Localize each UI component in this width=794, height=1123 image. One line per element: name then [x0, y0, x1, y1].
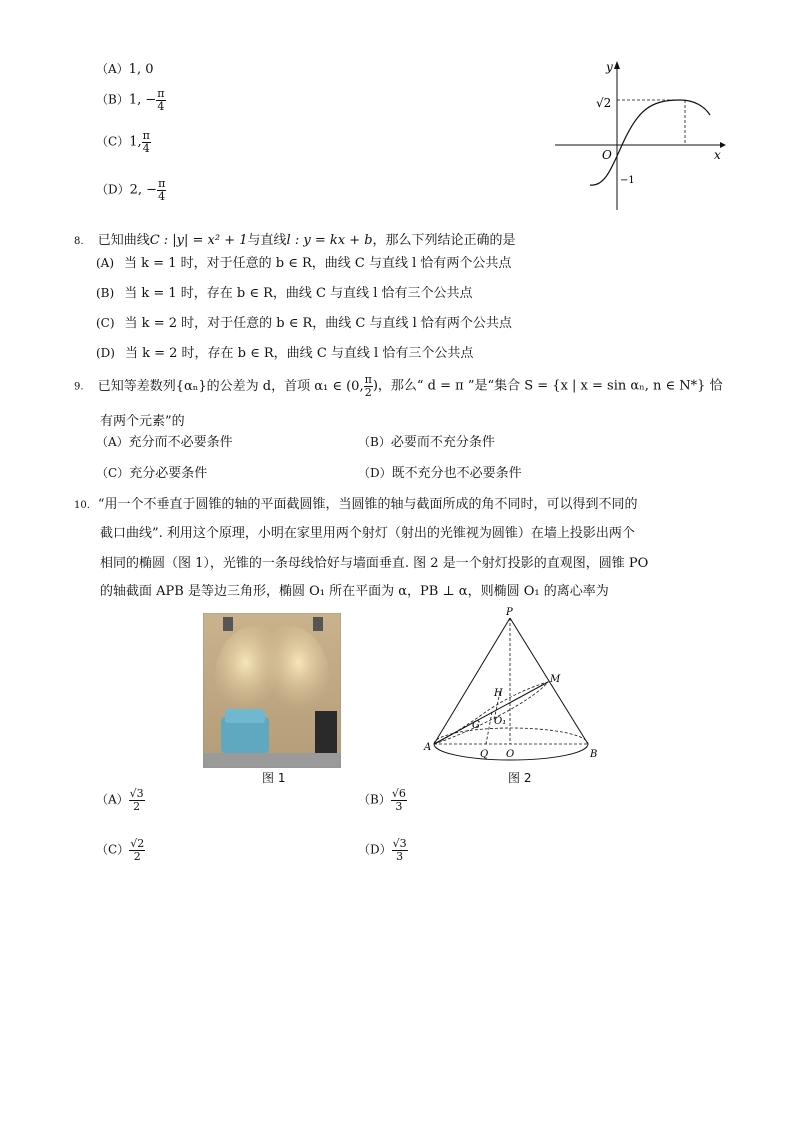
- fraction: $\frac{\pi}{4}$: [157, 87, 165, 113]
- line-GQ: [486, 712, 492, 744]
- option-label: （B）: [96, 92, 129, 107]
- sine-curve: [590, 100, 710, 185]
- fraction: $\frac{√6}{3}$: [391, 787, 406, 813]
- q9-stem-line1: 9. 已知等差数列{αₙ}的公差为 d，首项 α₁ ∈ (0, $\frac{\pi}{2}$ )，那么“ d = π ”是“集合 S = {x | x = sin αₙ, n ∈ N*} 恰: [74, 373, 723, 399]
- neg1-label: −1: [620, 175, 635, 186]
- q7-option-a[interactable]: [96, 60, 153, 77]
- fraction: $\frac{\pi}{2}$: [364, 373, 372, 399]
- q10-stem-line2: 截口曲线”. 利用这个原理，小明在家里用两个射灯（射出的光锥视为圆锥）在墙上投影出两个: [100, 526, 635, 541]
- q8-option-a[interactable]: (A) 当 k = 1 时，对于任意的 b ∈ R，曲线 C 与直线 l 恰有两个公共点: [96, 256, 512, 271]
- q9-option-a[interactable]: （A）充分而不必要条件: [96, 435, 233, 450]
- figure2-cone: [420, 604, 605, 768]
- q10-option-b[interactable]: （B） $\frac{√6}{3}$: [358, 787, 406, 813]
- sqrt2-label: √2: [596, 96, 612, 110]
- question-number: 8.: [74, 236, 84, 247]
- label-G: G: [472, 720, 480, 731]
- y-label: y: [606, 60, 613, 74]
- figure1-caption: 图 1: [262, 771, 286, 785]
- x-label: x: [714, 148, 721, 162]
- option-label: （D）: [96, 182, 130, 197]
- option-text: 2, −: [129, 182, 158, 198]
- figure2-caption: 图 2: [508, 771, 532, 785]
- label-H: H: [494, 688, 503, 699]
- q10-stem-line3: 相同的椭圆（图 1），光锥的一条母线恰好与墙面垂直. 图 2 是一个射灯投影的直观图，圆锥 PO: [100, 556, 649, 571]
- q9-stem-line2: 有两个元素”的: [100, 414, 185, 429]
- x-arrow: [720, 142, 726, 148]
- option-text: 1,: [129, 134, 142, 150]
- q10-stem-line4: 的轴截面 APB 是等边三角形，椭圆 O₁ 所在平面为 α，PB ⊥ α，则椭圆 O₁ 的离心率为: [100, 584, 609, 599]
- base-back: [434, 728, 588, 744]
- label-A: A: [424, 742, 432, 753]
- q7-option-c[interactable]: [96, 130, 151, 154]
- q9-option-b[interactable]: （B）必要而不充分条件: [358, 435, 495, 450]
- fraction: $\frac{√3}{2}$: [129, 787, 144, 813]
- label-P: P: [506, 607, 513, 618]
- fraction: $\frac{\pi}{4}$: [158, 177, 166, 203]
- label-B: B: [590, 749, 598, 760]
- q7-option-b[interactable]: [96, 88, 166, 112]
- q7-option-d[interactable]: [96, 178, 166, 202]
- question-number: 9.: [74, 381, 84, 393]
- label-M: M: [550, 674, 561, 685]
- option-label: （A）: [96, 62, 129, 76]
- q10-option-d[interactable]: （D） $\frac{√3}{3}$: [358, 837, 407, 863]
- q9-option-c[interactable]: （C）充分必要条件: [96, 466, 208, 481]
- y-arrow: [614, 61, 620, 69]
- label-O: O: [506, 749, 515, 760]
- floor: [203, 753, 341, 768]
- generatrix-PB: [510, 618, 588, 744]
- option-label: （C）: [96, 134, 130, 149]
- label-O1: O₁: [494, 716, 507, 727]
- option-text: 1, −: [128, 92, 157, 108]
- option-text: 1, 0: [128, 62, 154, 77]
- q10-option-c[interactable]: （C） $\frac{√2}{2}$: [96, 837, 145, 863]
- q8-option-d[interactable]: (D) 当 k = 2 时，存在 b ∈ R，曲线 C 与直线 l 恰有三个公共点: [96, 346, 474, 361]
- q7-sine-graph: [550, 55, 730, 215]
- q10-stem-line1: 10. “用一个不垂直于圆锥的轴的平面截圆锥，当圆锥的轴与截面所成的角不同时，可以得到不同的: [74, 497, 638, 512]
- q9-option-d[interactable]: （D）既不充分也不必要条件: [358, 466, 522, 481]
- spotlight-left: [223, 617, 233, 631]
- origin-label: O: [602, 148, 612, 162]
- fraction: $\frac{\pi}{4}$: [142, 129, 150, 155]
- q8-stem: 8. 已知曲线C : |y| = x² + 1与直线l : y = kx + b，那么下列结论正确的是: [74, 233, 516, 248]
- side-cabinet: [315, 711, 337, 753]
- q10-option-a[interactable]: （A） $\frac{√3}{2}$: [96, 787, 144, 813]
- fraction: $\frac{√2}{2}$: [130, 837, 145, 863]
- question-number: 10.: [74, 500, 90, 511]
- q8-option-c[interactable]: (C) 当 k = 2 时，对于任意的 b ∈ R，曲线 C 与直线 l 恰有两个公共点: [96, 316, 512, 331]
- fraction: $\frac{√3}{3}$: [392, 837, 407, 863]
- label-Q: Q: [480, 749, 489, 760]
- spotlight-right: [313, 617, 323, 631]
- q8-option-b[interactable]: (B) 当 k = 1 时，存在 b ∈ R，曲线 C 与直线 l 恰有三个公共点: [96, 286, 473, 301]
- figure1-photo: [203, 613, 341, 768]
